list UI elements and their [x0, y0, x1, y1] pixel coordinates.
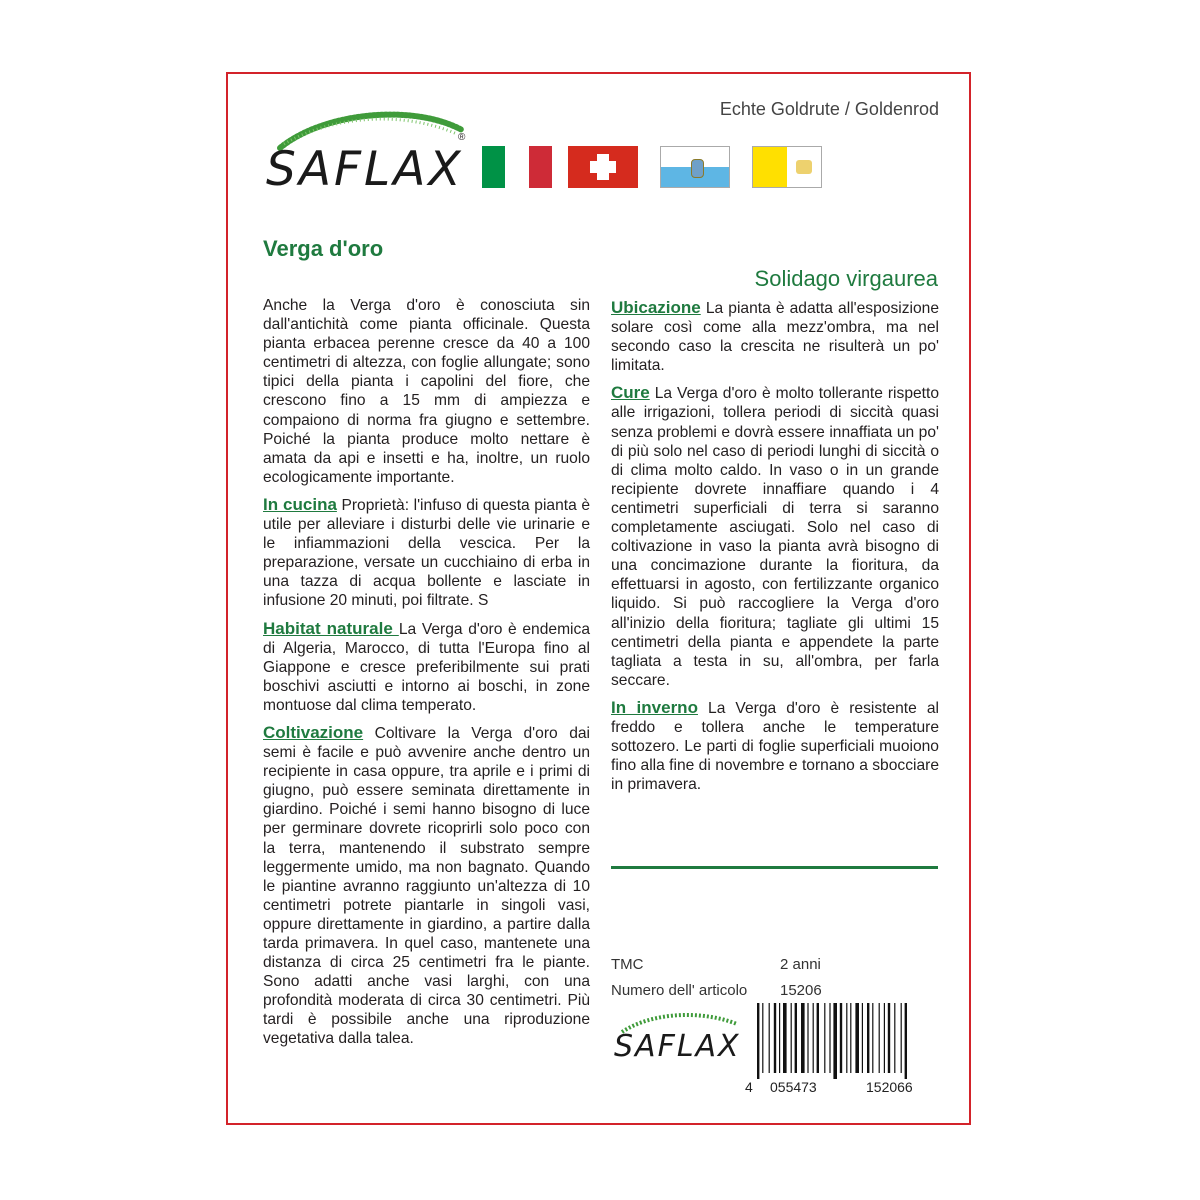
- product-common-names: Echte Goldrute / Goldenrod: [719, 99, 939, 119]
- barcode-bar: [888, 1003, 890, 1073]
- habitat-heading: Habitat naturale: [263, 618, 399, 638]
- habitat-text: La Verga d'oro è endemica di Algeria, Marocco, di tutta l'Europa fino al Giappone e cresce preferibilmente sui prati boschivi asciutti e intorno ai boschi, in zone montuose dal clima temperato.: [263, 620, 590, 714]
- brand-name: SAFLAX: [266, 142, 464, 197]
- barcode-bar: [862, 1003, 863, 1073]
- ubicazione-section: [611, 298, 939, 375]
- left-column: [263, 296, 590, 1057]
- article-label: Numero dell' articolo: [611, 982, 748, 999]
- barcode-bar: [769, 1003, 770, 1073]
- barcode-bar: [791, 1003, 792, 1073]
- ubicazione-text: La pianta è adatta all'esposizione solare così come alla mezz'ombra, ma nel secondo caso la crescita ne risulterà un po' limitata.: [611, 300, 939, 375]
- barcode-bar: [813, 1003, 814, 1073]
- coltivazione-heading: Coltivazione: [263, 722, 364, 742]
- barcode-bar: [817, 1003, 819, 1073]
- divider: [611, 866, 938, 869]
- flag-switzerland-icon: [568, 146, 638, 188]
- coltivazione-section: [263, 723, 590, 1049]
- barcode-bar: [905, 1003, 907, 1079]
- barcode-bar: [894, 1003, 895, 1073]
- barcode-digits-2: 055473: [770, 1079, 817, 1095]
- brand-name-small: SAFLAX: [614, 1029, 741, 1064]
- right-column: [611, 298, 939, 802]
- ubicazione-heading: Ubicazione: [611, 298, 701, 317]
- cure-heading: Cure: [611, 383, 650, 403]
- tmc-value: 2 anni: [780, 956, 821, 973]
- flag-vatican-icon: [752, 146, 822, 188]
- cure-section: [611, 383, 939, 690]
- flag-italy-icon: [482, 146, 552, 188]
- habitat-section: [263, 619, 590, 715]
- latin-name: Solidago virgaurea: [754, 266, 938, 291]
- barcode-bar: [872, 1003, 873, 1073]
- inverno-text: La Verga d'oro è resistente al freddo e tollera anche le temperature sottozero. Le parti di foglie superficiali muoiono fino alla fine di novembre e tornano a sbocciare in primavera.: [611, 699, 940, 794]
- inverno-section: [611, 698, 939, 794]
- saflax-logo: [262, 108, 472, 198]
- intro-paragraph: Anche la Verga d'oro è conosciuta sin dall'antichità come pianta officinale. Questa pianta erbacea perenne cresce da 40 a 100 centimetri di altezza, con foglie allungate; sono tipici della pianta i capolini del fiore, che crescono fino a 15 mm di ampiezza e compaiono di norma fra giugno e settembre. Poiché la pianta produce molto nettare è amata da api e insetti e ha, inoltre, un ruolo ecologicamente importante.: [263, 297, 590, 486]
- cucina-text: Proprietà: l'infuso di questa pianta è utile per alleviare i disturbi delle vie urinarie e le infiammazioni della vescica. Per la preparazione, versate un cucchiaino di erba in una tazza di acqua bollente e lasciate in infusione 20 minuti, poi filtrate. S: [263, 496, 590, 610]
- saflax-logo-small: [612, 1008, 742, 1068]
- barcode-bar: [901, 1003, 902, 1073]
- barcode-bar: [884, 1003, 885, 1073]
- barcode-bar: [829, 1003, 830, 1073]
- barcode-bar: [840, 1003, 842, 1073]
- barcode-bar: [757, 1003, 759, 1079]
- cucina-heading: In cucina: [263, 494, 337, 514]
- page-title: Verga d'oro: [263, 236, 384, 261]
- barcode-bar: [855, 1003, 859, 1073]
- barcode-bar: [801, 1003, 805, 1073]
- barcode-bar: [850, 1003, 851, 1073]
- barcode-bar: [833, 1003, 837, 1079]
- barcode-bar: [779, 1003, 780, 1073]
- cucina-section: [263, 495, 590, 611]
- barcode-digit-1: 4: [745, 1079, 753, 1095]
- registered-mark: ®: [458, 132, 466, 143]
- barcode-bar: [807, 1003, 808, 1073]
- article-value: 15206: [780, 982, 822, 999]
- barcode-digits-3: 152066: [866, 1079, 913, 1095]
- barcode-bar: [846, 1003, 847, 1073]
- barcode-bar: [867, 1003, 869, 1073]
- flag-san-marino-icon: [660, 146, 730, 188]
- barcode-bar: [783, 1003, 787, 1073]
- barcode: [755, 1003, 941, 1079]
- barcode-bar: [774, 1003, 776, 1073]
- tmc-label: TMC: [611, 956, 644, 973]
- coltivazione-text: Coltivare la Verga d'oro dai semi è facile e può avvenire anche dentro un recipiente in casa oppure, tra aprile e i primi di giugno, può essere seminata direttamente in giardino. Poiché i semi hanno bisogno di luce per germinare dovrete ricoprirli solo poco con la terra, mantenendo il substrato sempre leggermente umido, ma non bagnato. Quando le piantine avranno raggiunto un'altezza di 10 centimetri potrete piantarle in singoli vasi, oppure direttamente in giardino, a partire dalla tarda primavera. In quel caso, mantenete una distanza di circa 25 centimetri fra le piante. Sono adatti anche vasi larghi, con una profondità moderata di circa 30 centimetri. Più tardi è possibile anche una riproduzione vegetativa dalla talea.: [263, 724, 590, 1048]
- inverno-heading: In inverno: [611, 697, 698, 717]
- barcode-bar: [762, 1003, 763, 1073]
- barcode-bar: [795, 1003, 797, 1073]
- barcode-bar: [824, 1003, 825, 1073]
- cure-text: La Verga d'oro è molto tollerante rispetto alle irrigazioni, tollera periodi di siccità quasi senza problemi e dovrà essere innaffiata un po' di più solo nel caso di periodi lunghi di siccità o di clima molto caldo. In vaso o in un grande recipiente dovrete innaffiare quando i 4 centimetri superficiali di terra si saranno completamente asciugati. Solo nel caso di coltivazione in vaso la pianta avrà bisogno di una concimazione durante la fioritura, da effettuarsi in agosto, con fertilizzante organico liquido. Si può raccogliere la Verga d'oro all'inizio della fioritura; tagliate gli ultimi 15 centimetri della pianta e appendete la parte tagliata a testa in su, all'ombra, per farla seccare.: [611, 385, 939, 689]
- barcode-bar: [879, 1003, 880, 1073]
